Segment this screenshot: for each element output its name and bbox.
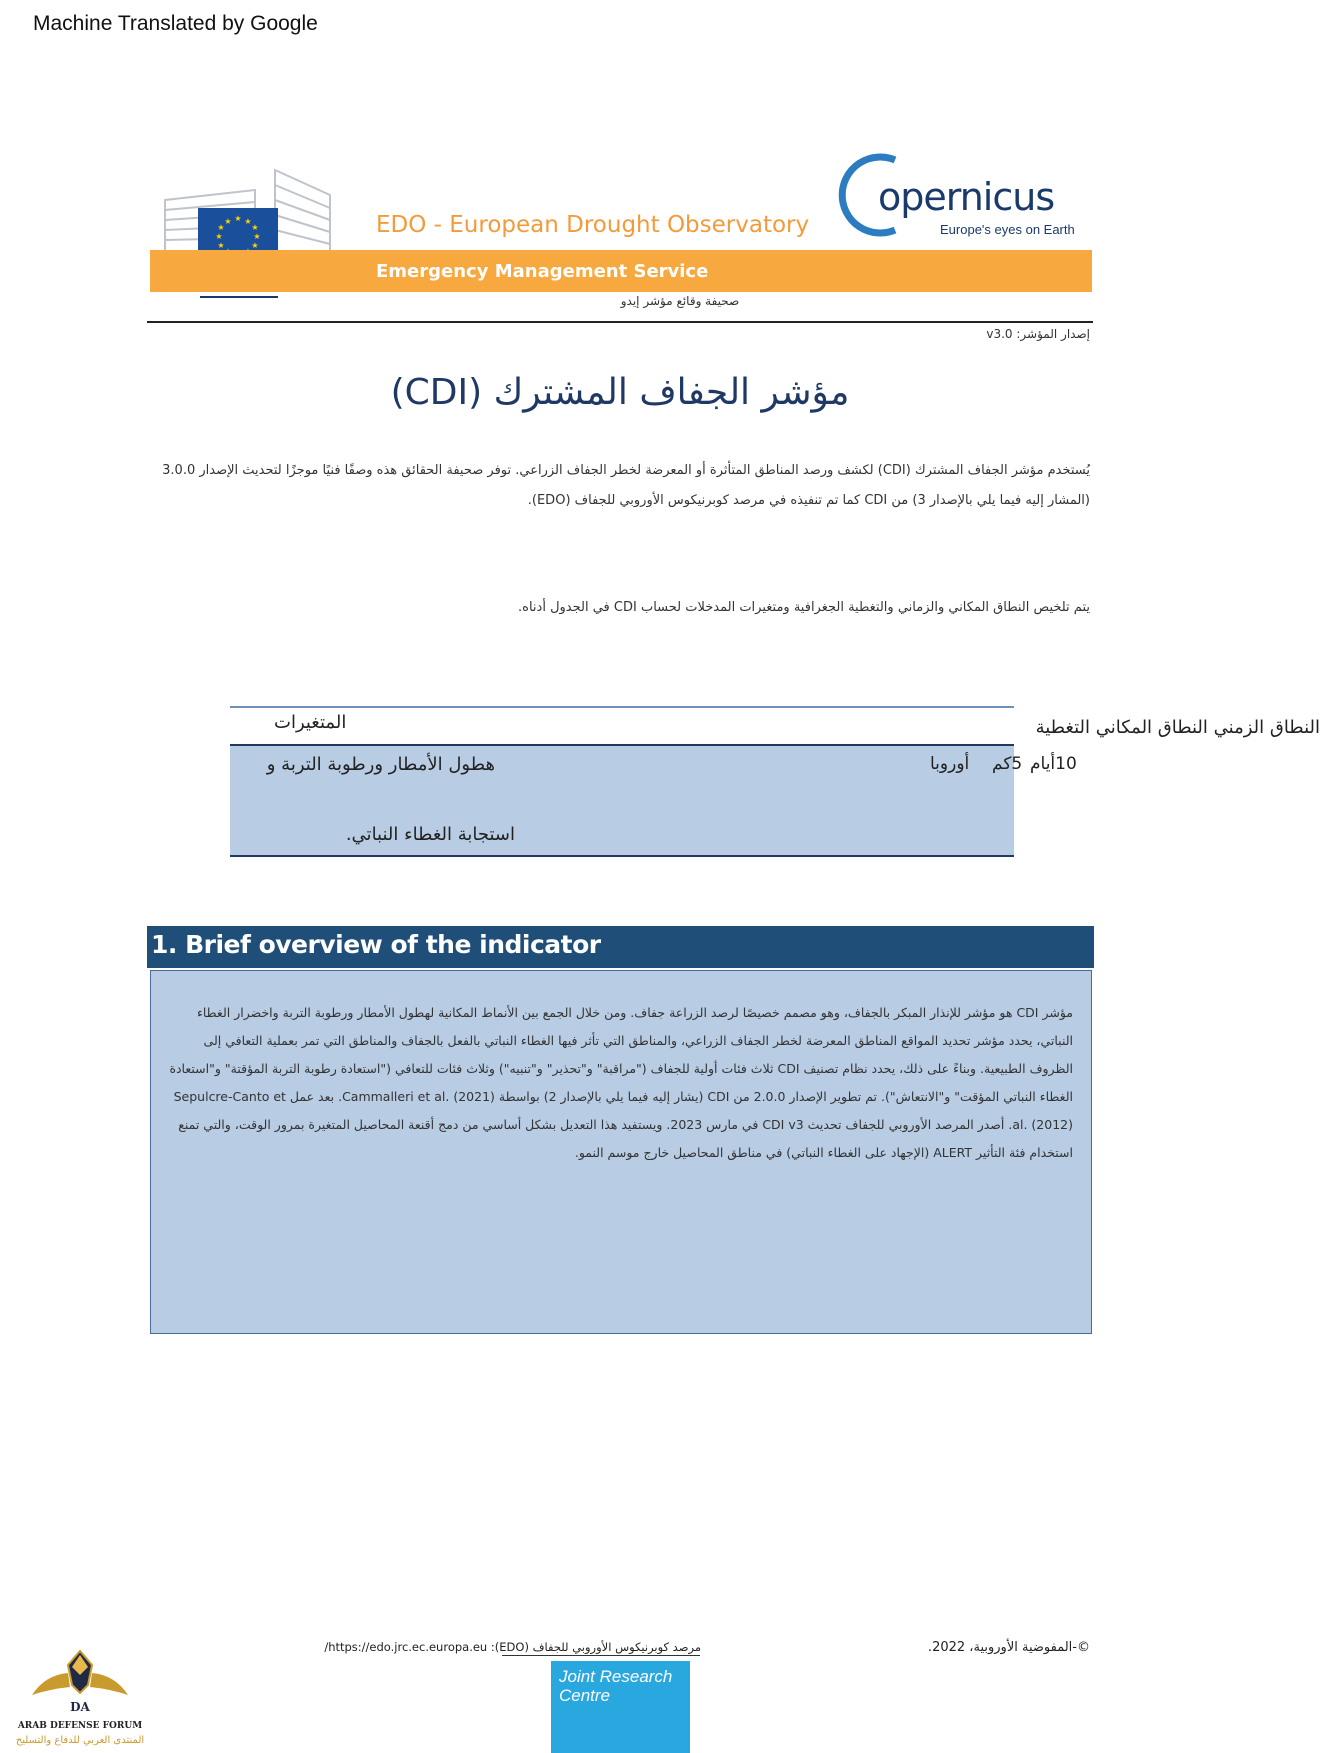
ems-subtitle: Emergency Management Service	[376, 261, 709, 282]
arab-defense-forum-logo	[10, 1645, 150, 1753]
svg-text:DA: DA	[70, 1700, 90, 1714]
footer-link-underline	[502, 1655, 700, 1656]
svg-text:★: ★	[234, 214, 242, 223]
adf-arabic-name: المنتدى العربي للدفاع والتسليح	[15, 1735, 145, 1746]
section-body-box	[150, 970, 1092, 1334]
intro-paragraph: يُستخدم مؤشر الجفاف المشترك (CDI) لكشف ورصد المناطق المتأثرة أو المعرضة لخطر الجفاف الزراعي. توفر صحيفة الحقائق هذه وصفًا فنيًا موجزًا لتحديث الإصدار 3.0.0 (المشار إليه فيما يلي بالإصدار 3) من CDI كما تم تنفيذه في مرصد كوبرنيكوس الأوروبي للجفاف (EDO).	[162, 463, 1090, 508]
header-divider	[147, 321, 1093, 323]
section-title: 1. Brief overview of the indicator	[151, 930, 601, 959]
factsheet-label: صحيفة وقائع مؤشر إيدو	[620, 294, 740, 308]
svg-text:★: ★	[217, 241, 225, 250]
header-banner	[150, 150, 1092, 295]
table-cell-variables-line1: هطول الأمطار ورطوبة التربة و	[266, 754, 495, 775]
svg-text:★: ★	[224, 217, 232, 226]
table-cell-spatial: 5كم	[992, 754, 1023, 774]
table-bottom-rule	[230, 855, 1014, 857]
table-top-rule	[230, 706, 1014, 708]
svg-text:★: ★	[217, 223, 225, 232]
table-header-variables: المتغيرات	[274, 712, 347, 733]
eagle-emblem-icon	[30, 1645, 130, 1721]
table-cell-variables-line2: استجابة الغطاء النباتي.	[345, 824, 515, 845]
svg-text:★: ★	[244, 217, 252, 226]
jrc-logo-text: Joint Research Centre	[559, 1667, 673, 1705]
svg-text:★: ★	[251, 241, 259, 250]
edo-title: EDO - European Drought Observatory	[376, 212, 810, 238]
svg-text:★: ★	[251, 223, 259, 232]
copernicus-wordmark: opernicus	[878, 175, 1055, 219]
table-cell-coverage: أوروبا	[930, 754, 970, 774]
jrc-logo	[551, 1661, 690, 1753]
svg-text:★: ★	[215, 232, 223, 241]
adf-name: ARAB DEFENSE FORUM	[17, 1721, 143, 1731]
copernicus-logo	[840, 150, 1092, 240]
indicator-version: إصدار المؤشر: v3.0	[986, 327, 1090, 341]
summary-line: يتم تلخيص النطاق المكاني والزماني والتغطية الجغرافية ومتغيرات المدخلات لحساب CDI في الجدول أدناه.	[518, 600, 1090, 615]
table-cell-temporal: 10أيام	[1030, 754, 1077, 774]
machine-translated-label: Machine Translated by Google	[33, 12, 318, 35]
footer-link[interactable]: مرصد كوبرنيكوس الأوروبي للجفاف (EDO): https://edo.jrc.ec.europa.eu/	[324, 1640, 701, 1654]
section-body-text: مؤشر CDI هو مؤشر للإنذار المبكر بالجفاف، وهو مصمم خصيصًا لرصد الزراعة جفاف. ومن خلال الجمع بين الأنماط المكانية لهطول الأمطار ورطوبة التربة واخضرار الغطاء النباتي، يحدد مؤشر تحديد المواقع المناطق المعرضة لخطر الجفاف الزراعي، والمناطق التي تأثر فيها الغطاء النباتي بالفعل بالجفاف والمناطق التي تمر بعملية التعافي إلى الظروف الطبيعية. وبناءً على ذلك، يحدد نظام تصنيف CDI ثلاث فئات أولية للجفاف ("مراقبة" و"تحذير" و"تنبيه") وثلاث فئات للتعافي ("استعادة رطوبة التربة المؤقتة" و"استعادة الغطاء النباتي المؤقت" و"الانتعاش"). تم تطوير الإصدار 2.0.0 من CDI (يشار إليه فيما يلي بالإصدار 2) بواسطة Cammalleri et al. (2021). بعد عمل Sepulcre-Canto et al. (2012). أصدر المرصد الأوروبي للجفاف تحديث CDI v3 في مارس 2023. ويستفيد هذا التعديل بشكل أساسي من دمج أقنعة المحاصيل المتغيرة بمرور الوقت، والتي تمنع استخدام فئة التأثير ALERT (الإجهاد على الغطاء النباتي) في مناطق المحاصيل خارج موسم النمو.	[169, 1005, 1073, 1160]
copernicus-tagline: Europe's eyes on Earth	[940, 222, 1075, 237]
scope-table	[230, 706, 1320, 857]
footer-copyright: ©-المفوضية الأوروبية، 2022.	[927, 1640, 1090, 1655]
table-header-scope: النطاق الزمني النطاق المكاني التغطية	[1035, 717, 1320, 738]
section-header	[147, 926, 1094, 968]
page-title: مؤشر الجفاف المشترك (CDI)	[390, 372, 850, 413]
svg-text:★: ★	[253, 232, 261, 241]
